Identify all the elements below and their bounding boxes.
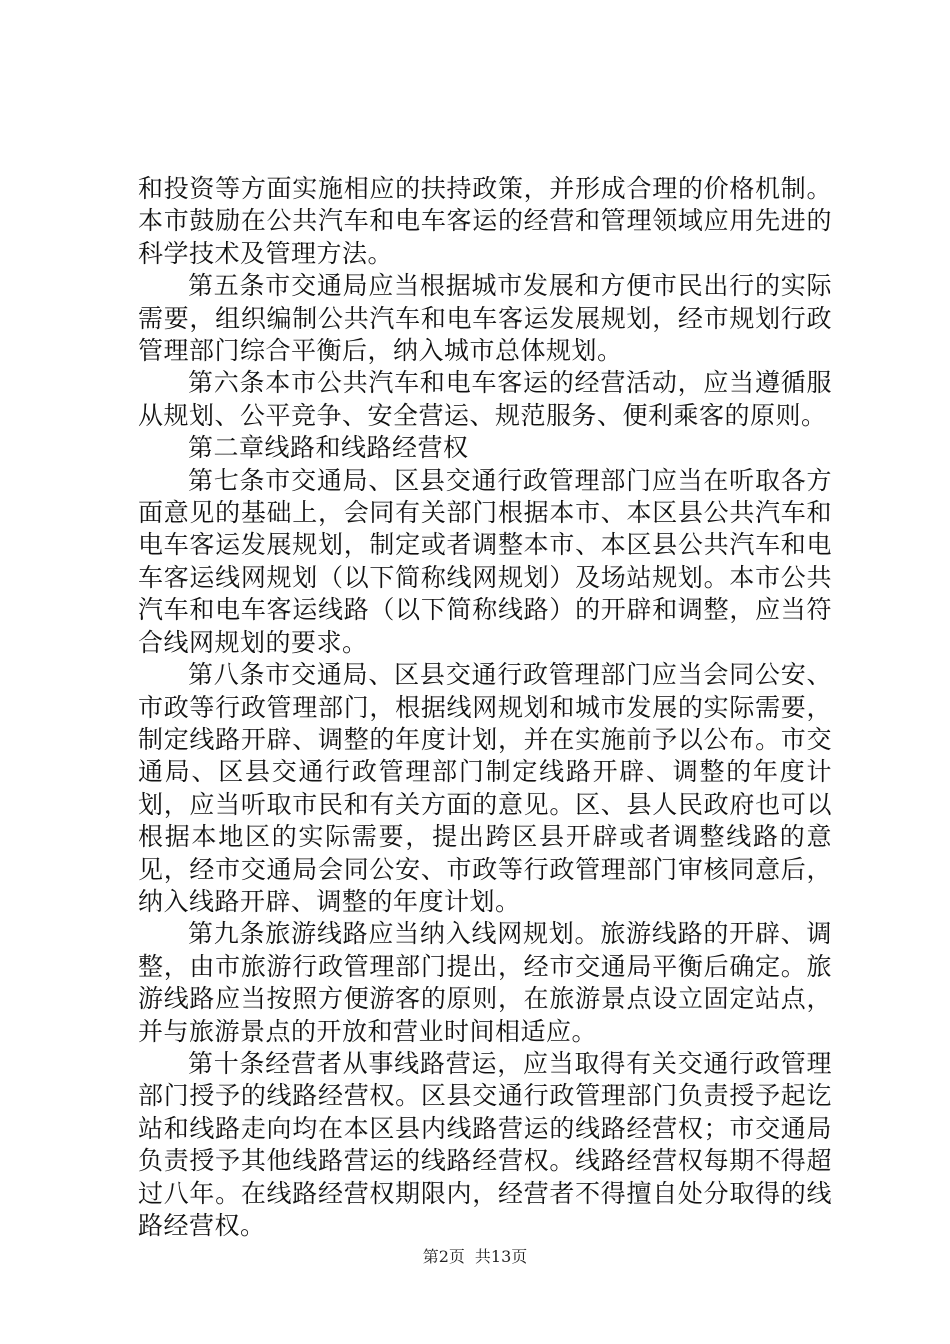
paragraph-article-8: 第八条市交通局、区县交通行政管理部门应当会同公安、市政等行政管理部门，根据线网规划和城市发展的实际需要，制定线路开辟、调整的年度计划，并在实施前予以公布。市交通局、区县交通行政管理部门制定线路开辟、调整的年度计划，应当听取市民和有关方面的意见。区、县人民政府也可以根据本地区的实际需要，提出跨区县开辟或者调整线路的意见，经市交通局会同公安、市政等行政管理部门审核同意后，纳入线路开辟、调整的年度计划。	[138, 660, 832, 916]
paragraph-article-9: 第九条旅游线路应当纳入线网规划。旅游线路的开辟、调整，由市旅游行政管理部门提出，经市交通局平衡后确定。旅游线路应当按照方便游客的原则，在旅游景点设立固定站点，并与旅游景点的开放和营业时间相适应。	[138, 919, 832, 1046]
paragraph-article-6: 第六条本市公共汽车和电车客运的经营活动，应当遵循服从规划、公平竞争、安全营运、规范服务、便利乘客的原则。	[138, 368, 832, 430]
page-total: 共13页	[474, 1247, 528, 1266]
chapter-heading: 第二章线路和线路经营权	[188, 433, 469, 463]
paragraph-article-10: 第十条经营者从事线路营运，应当取得有关交通行政管理部门授予的线路经营权。区县交通行政管理部门负责授予起讫站和线路走向均在本区县内线路营运的线路经营权；市交通局负责授予其他线路营运的线路经营权。线路经营权每期不得超过八年。在线路经营权期限内，经营者不得擅自处分取得的线路经营权。	[138, 1048, 832, 1240]
paragraph-continuation: 和投资等方面实施相应的扶持政策，并形成合理的价格机制。本市鼓励在公共汽车和电车客运的经营和管理领域应用先进的科学技术及管理方法。	[138, 174, 832, 268]
page-number: 第2页	[422, 1247, 465, 1266]
paragraph-article-5: 第五条市交通局应当根据城市发展和方便市民出行的实际需要，组织编制公共汽车和电车客运发展规划，经市规划行政管理部门综合平衡后，纳入城市总体规划。	[138, 271, 832, 366]
page-footer	[0, 1247, 950, 1267]
paragraph-article-7: 第七条市交通局、区县交通行政管理部门应当在听取各方面意见的基础上，会同有关部门根据本市、本区县公共汽车和电车客运发展规划，制定或者调整本市、本区县公共汽车和电车客运线网规划（以下简称线网规划）及场站规划。本市公共汽车和电车客运线路（以下简称线路）的开辟和调整，应当符合线网规划的要求。	[138, 465, 832, 657]
document-body	[138, 173, 832, 1242]
